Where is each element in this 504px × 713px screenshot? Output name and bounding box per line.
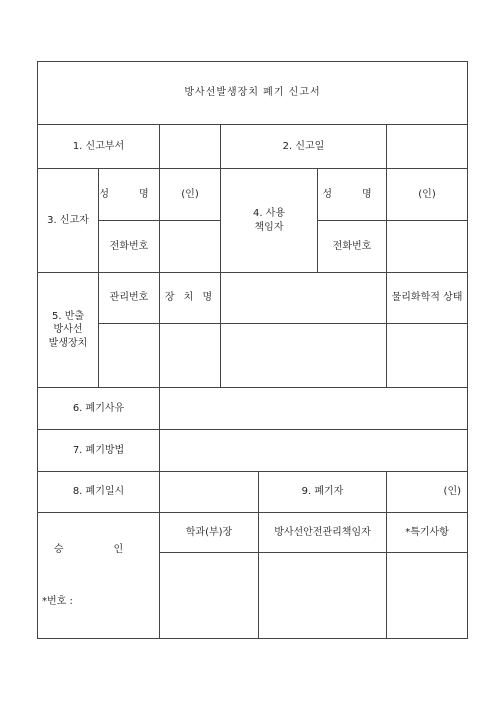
approval-dept-head-sign[interactable] <box>160 553 259 639</box>
reason-field[interactable] <box>160 388 468 430</box>
user-name-label: 성 명 <box>318 169 387 221</box>
form-title: 방사선발생장치 폐기 신고서 <box>38 62 468 125</box>
reason-label: 6. 폐기사유 <box>38 388 160 430</box>
disposal-date-field[interactable] <box>160 472 259 513</box>
user-phone-label: 전화번호 <box>318 221 387 273</box>
disposal-person-label: 9. 폐기자 <box>259 472 387 513</box>
approval-title: 승 인 <box>53 544 144 555</box>
user-label-line1: 4. 사용 <box>252 208 286 219</box>
approval-rso-label: 방사선안전관리책임자 <box>259 513 387 553</box>
mgmt-no-label: 관리번호 <box>99 273 160 324</box>
reporter-phone-label: 전화번호 <box>99 221 160 273</box>
mgmt-no-field[interactable] <box>99 324 160 388</box>
approval-number-label: *번호 : <box>42 596 73 607</box>
device-label <box>38 273 99 388</box>
report-date-field[interactable] <box>387 125 468 169</box>
dept-field[interactable] <box>160 125 221 169</box>
reporter-seal[interactable]: (인) <box>160 169 221 221</box>
approval-notes-field[interactable] <box>387 553 468 639</box>
approval-cell <box>38 513 160 639</box>
device-label-line3: 발생장치 <box>48 337 88 349</box>
device-name-field[interactable] <box>221 273 387 324</box>
disposal-report-form <box>37 61 468 639</box>
approval-notes-label: *특기사항 <box>387 513 468 553</box>
device-label-line1: 5. 반출 <box>51 310 85 322</box>
disposal-person-seal[interactable]: (인) <box>387 472 468 513</box>
user-phone-field[interactable] <box>387 221 468 273</box>
report-date-label: 2. 신고일 <box>221 125 387 169</box>
method-field[interactable] <box>160 430 468 472</box>
dept-label: 1. 신고부서 <box>38 125 160 169</box>
method-label: 7. 폐기방법 <box>38 430 160 472</box>
approval-dept-head-label: 학과(부)장 <box>160 513 259 553</box>
user-seal[interactable]: (인) <box>387 169 468 221</box>
device-name-value[interactable] <box>160 324 221 388</box>
user-label-line2: 책임자 <box>254 221 284 233</box>
user-label <box>221 169 318 273</box>
reporter-phone-field[interactable] <box>160 221 221 273</box>
reporter-name-label: 성 명 <box>99 169 160 221</box>
state-label: 물리화학적 상태 <box>387 273 468 324</box>
approval-rso-sign[interactable] <box>259 553 387 639</box>
reporter-label: 3. 신고자 <box>38 169 99 273</box>
device-detail-field[interactable] <box>221 324 387 388</box>
disposal-date-label: 8. 폐기일시 <box>38 472 160 513</box>
device-label-line2: 방사선 <box>53 324 83 336</box>
state-field[interactable] <box>387 324 468 388</box>
device-name-label: 장 치 명 <box>160 273 221 324</box>
